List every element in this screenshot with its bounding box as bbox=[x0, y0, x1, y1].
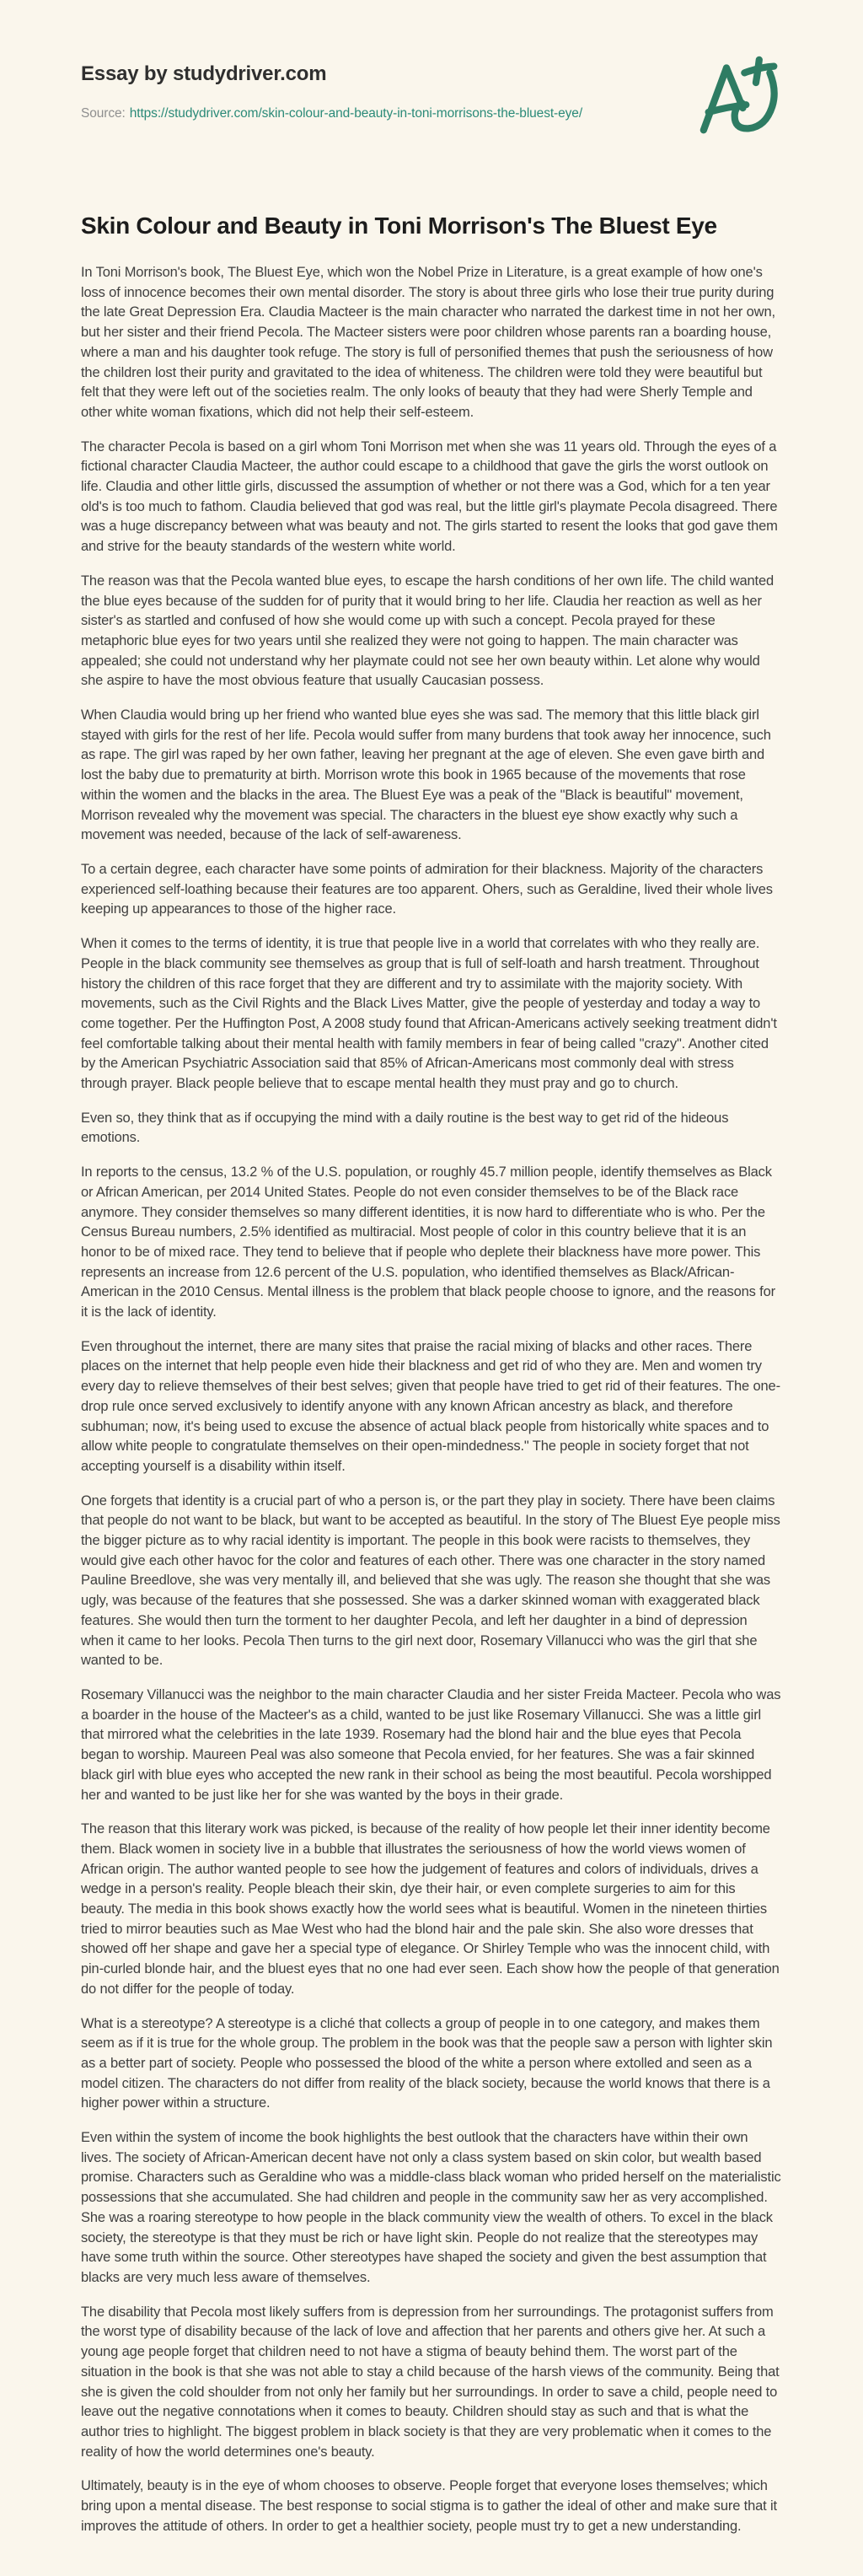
essay-paragraph: The character Pecola is based on a girl whom Toni Morrison met when she was 11 years old. Through the eyes of a fictional character Claudia Macteer, the author could escape to a childhood that gave the girls the worst outlook on life. Claudia and other little girls, discussed the assumption of whether or not there was a God, which for a ten year old's is too much to fathom. Claudia believed that god was real, but the little girl's playmate Pecola disagreed. There was a huge discrepancy between what was beauty and not. The girls started to resent the looks that god gave them and strive for the beauty standards of the western white world. bbox=[81, 438, 778, 555]
page-header bbox=[81, 62, 782, 121]
essay-paragraph: The reason that this literary work was picked, is because of the reality of how people let their inner identity become them. Black women in society live in a bubble that illustrates the seriousness of how the world views women of African origin. The author wanted people to see how the judgement of features and colors of individuals, drives a wedge in a person's reality. People bleach their skin, dye their hair, or even complete surgeries to aim for this beauty. The media in this book shows exactly how the world sees what is beautiful. Women in the nineteen thirties tried to mirror beauties such as Mae West who had the blond hair and the pale skin. She also wore dresses that showed off her shape and gave her a special type of elegance. Or Shirley Temple who was the innocent child, with pin-curled blonde hair, and the bluest eyes that no one had ever seen. Each show how the people of that generation do not differ for the people of today. bbox=[81, 1821, 780, 1997]
essay-paragraph: One forgets that identity is a crucial part of who a person is, or the part they play in society. There have been claims that people do not want to be black, but want to be accepted as beautiful. In the story of The Bluest Eye people miss the bigger picture as to why racial identity is important. The people in this book were racists to themselves, they would give each other havoc for the color and features of each other. There was one character in the story named Pauline Breedlove, she was very mentally ill, and believed that she was ugly. The reason she thought that she was ugly, was because of the features that she possessed. She was a darker skinned woman with exaggerated black features. She would then turn the torment to her daughter Pecola, and left her daughter in a bind of depression when it came to her looks. Pecola Then turns to the girl next door, Rosemary Villanucci who was the girl that she wanted to be. bbox=[81, 1492, 780, 1669]
essay-paragraph: Ultimately, beauty is in the eye of whom chooses to observe. People forget that everyone loses themselves; which bring upon a mental disease. The best response to social stigma is to gather the ideal of other and make sure that it improves the attitude of others. In order to get a healthier society, people must try to get a new understanding. bbox=[81, 2478, 777, 2534]
essay-paragraph: To a certain degree, each character have some points of admiration for their blackness. Majority of the characters experienced self-loathing because their features are too apparent. Ohers, such as Geraldine, lived their whole lives keeping up appearances to those of the higher race. bbox=[81, 861, 773, 917]
essay-paragraph: Even throughout the internet, there are many sites that praise the racial mixing of blacks and other races. There places on the internet that help people even hide their blackness and get rid of who they are. Men and women try every day to relieve themselves of their best selves; given that people have tried to get rid of their features. The one-drop rule once served exclusively to identify anyone with any known African ancestry as black, and therefore subhuman; now, it's being used to excuse the absence of actual black people from historically white spaces and to allow white people to congratulate themselves on their open-mindedness." The people in society forget that not accepting yourself is a disability within itself. bbox=[81, 1338, 780, 1474]
essay-paragraph: When it comes to the terms of identity, it is true that people live in a world that correlates with who they really are. People in the black community see themselves as group that is full of self-loath and harsh treatment. Throughout history the children of this race forget that they are different and try to assimilate with the majority society. With movements, such as the Civil Rights and the Black Lives Matter, give the people of yesterday and today a way to come together. Per the Huffington Post, A 2008 study found that African-Americans actively seeking treatment didn't feel comfortable talking about their mental health with family members in fear of being called "crazy". Another cited by the American Psychiatric Association said that 85% of African-Americans most commonly deal with stress through prayer. Black people believe that to escape mental health they must pray and go to church. bbox=[81, 936, 777, 1092]
essay-body bbox=[81, 212, 782, 2536]
essay-paragraph: Rosemary Villanucci was the neighbor to the main character Claudia and her sister Freida Macteer. Pecola who was a boarder in the house of the Macteer's as a child, wanted to be just like Rosemary Villanucci. She was a little girl that mirrored what the celebrities in the late 1939. Rosemary had the blond hair and the blue eyes that Pecola began to worship. Maureen Peal was also someone that Pecola envied, for her features. She was a fair skinned black girl with blue eyes who accepted the new rank in their school as being the most beautiful. Pecola worshipped her and wanted to be just like her for she was wanted by the boys in their grade. bbox=[81, 1687, 781, 1803]
source-link[interactable]: https://studydriver.com/skin-colour-and-beauty-in-toni-morrisons-the-bluest-eye/ bbox=[129, 106, 583, 121]
essay-paragraph: Even so, they think that as if occupying the mind with a daily routine is the best way to get rid of the hideous emotions. bbox=[81, 1110, 729, 1146]
essay-paragraph: The disability that Pecola most likely suffers from is depression from her surroundings. The protagonist suffers from the worst type of disability because of the lack of love and affection that her parents and others give her. At such a young age people forget that children need to not have a stigma of beauty behind them. The worst part of the situation in the book is that she was not able to stay a child because of the harsh views of the community. Being that she is given the cold shoulder from not only her family but her surroundings. In order to save a child, people need to leave out the negative connotations when it comes to beauty. Children should stay as such and that is what the author tries to highlight. The biggest problem in black society is that they are very problematic when it comes to the reality of how the world determines one's beauty. bbox=[81, 2304, 780, 2460]
essay-paragraph: Even within the system of income the book highlights the best outlook that the characters have within their own lives. The society of African-American decent have not only a class system based on skin color, but wealth based promise. Characters such as Geraldine who was a middle-class black woman who prided herself on the materialistic possessions that she accumulated. She had children and people in the community saw her as very accomplished. She was a roaring stereotype to how people in the black community view the wealth of others. To excel in the black society, the stereotype is that they must be rich or have light skin. People do not realize that the stereotypes may have some truth within the source. Other stereotypes have shaped the society and given the best assumption that blacks are very much less aware of themselves. bbox=[81, 2130, 781, 2285]
essay-paragraph: When Claudia would bring up her friend who wanted blue eyes she was sad. The memory that this little black girl stayed with girls for the rest of her life. Pecola would suffer from many burdens that took away her innocence, such as rape. The girl was raped by her own father, leaving her pregnant at the age of eleven. She even gave birth and lost the baby due to prematurity at birth. Morrison wrote this book in 1965 because of the movements that rose within the women and the blacks in the area. The Bluest Eye was a peak of the "Black is beautiful" movement, Morrison revealed why the movement was special. The characters in the bluest eye show exactly why such a movement was needed, because of the lack of self-awareness. bbox=[81, 707, 771, 843]
essay-title: Skin Colour and Beauty in Toni Morrison's The Bluest Eye bbox=[81, 212, 717, 239]
essay-byline: Essay by studydriver.com bbox=[81, 62, 327, 85]
essay-paragraph: In Toni Morrison's book, The Bluest Eye, which won the Nobel Prize in Literature, is a great example of how one's loss of innocence becomes their own mental disorder. The story is about three girls who lose their true purity during the late Great Depression Era. Claudia Macteer is the main character who narrated the darkest time in not her own, but her sister and their friend Pecola. The Macteer sisters were poor children whose parents ran a boarding house, where a man and his daughter took refuge. The story is full of personified themes that push the seriousness of how the children lost their purity and gravitated to the idea of whiteness. The children were told they were beautiful but felt that they were left out of the societies realm. The only looks of beauty that they had were Sherly Temple and other white woman fixations, which did not help their self-esteem. bbox=[81, 265, 775, 420]
a-plus-logo-icon bbox=[700, 56, 781, 137]
source-line bbox=[81, 106, 782, 121]
essay-paragraph: The reason was that the Pecola wanted blue eyes, to escape the harsh conditions of her own life. The child wanted the blue eyes because of the sudden for of purity that it would bring to her life. Claudia her reaction as well as her sister's as startled and confused of how she would come up with such a concept. Pecola prayed for these metaphoric blue eyes for two years until she realized they were not going to happen. The main character was appealed; she could not understand why her playmate could not see her own beauty within. Let alone why would she aspire to have the most obvious feature that usually Caucasian possess. bbox=[81, 573, 775, 689]
source-label: Source: bbox=[81, 106, 126, 121]
essay-paragraph: What is a stereotype? A stereotype is a cliché that collects a group of people in to one category, and makes them seem as if it is true for the whole group. The problem in the book was that the people saw a person with lighter skin as a better part of society. People who possessed the blood of the white a person where extolled and seen as a model citizen. The characters do not differ from reality of the black society, because the world knows that there is a higher power within a structure. bbox=[81, 2015, 773, 2111]
essay-paragraph: In reports to the census, 13.2 % of the U.S. population, or roughly 45.7 million people, identify themselves as Black or African American, per 2014 United States. People do not even consider themselves to be of the Black race anymore. They consider themselves so many different identities, it is now hard to differentiate who is who. Per the Census Bureau numbers, 2.5% identified as multiracial. Most people of color in this country believe that it is an honor to be of mixed race. They tend to believe that if people who deplete their blackness have more power. This represents an increase from 12.6 percent of the U.S. population, who identified themselves as Black/African-American in the 2010 Census. Mental illness is the problem that black people choose to ignore, and the reasons for it is the lack of identity. bbox=[81, 1164, 775, 1320]
